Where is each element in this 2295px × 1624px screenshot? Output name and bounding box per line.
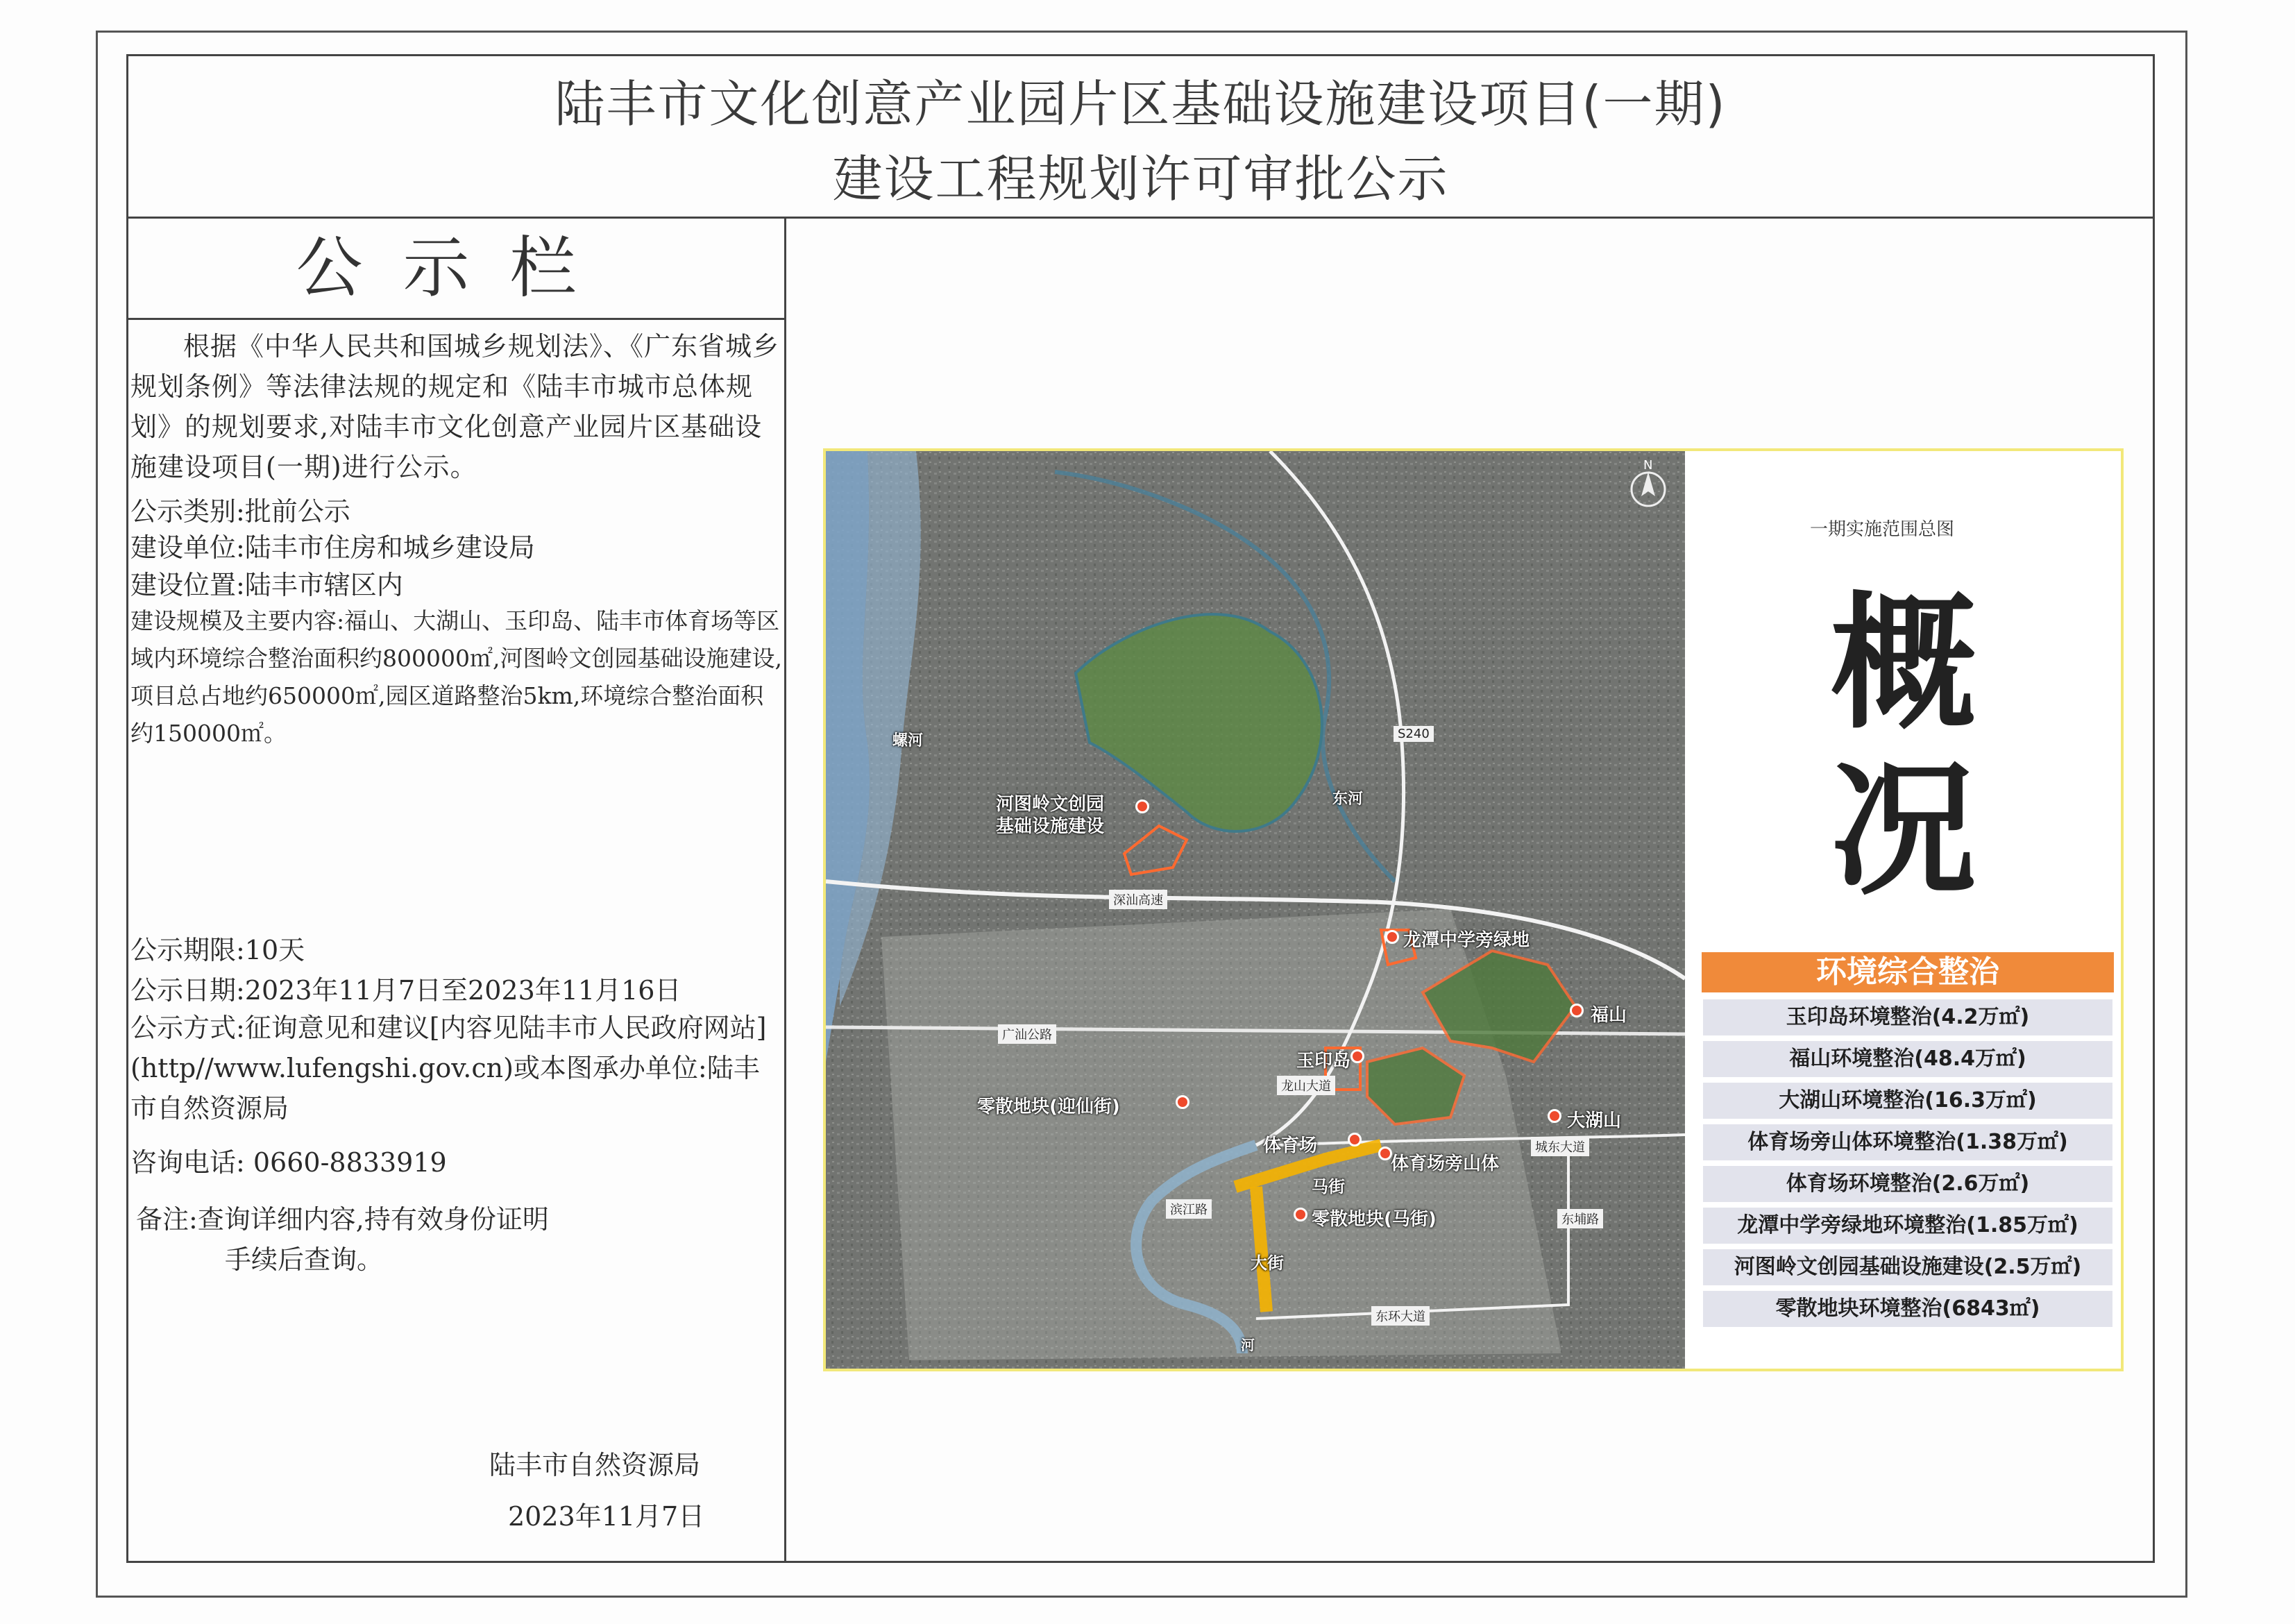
env-item: 河图岭文创园基础设施建设(2.5万㎡) [1703, 1249, 2112, 1285]
big-char-1: 概 [1831, 577, 1977, 749]
river-label-luohe: 螺河 [892, 732, 924, 750]
note-line-1: 备注:查询详细内容,持有效身份证明 [136, 1204, 549, 1235]
env-heading: 环境综合整治 [1702, 952, 2114, 992]
label-tiyuchang-shan: 体育场旁山体 [1391, 1153, 1500, 1174]
river-label-south: 河 [1241, 1337, 1255, 1353]
big-char-2: 况 [1831, 744, 1977, 915]
label-hetuling-1: 河图岭文创园 [996, 794, 1105, 815]
road-label-donghuan: 东环大道 [1371, 1306, 1430, 1326]
panel-title-divider [126, 318, 786, 320]
marker-dot [1350, 1049, 1364, 1063]
column-divider [784, 217, 786, 1563]
label-hetuling-2: 基础设施建设 [996, 816, 1105, 837]
marker-dot [1385, 930, 1399, 944]
marker-dot [1548, 1109, 1561, 1123]
label-tiyuchang: 体育场 [1263, 1135, 1318, 1156]
phone-line: 咨询电话: 0660-8833919 [130, 1147, 447, 1178]
env-item: 零散地块环境整治(6843㎡) [1703, 1291, 2112, 1327]
river-label-donghe: 东河 [1332, 790, 1364, 808]
label-dahushan: 大湖山 [1567, 1110, 1622, 1131]
label-lingsan-mj: 零散地块(马街) [1312, 1209, 1437, 1230]
env-item: 玉印岛环境整治(4.2万㎡) [1703, 999, 2112, 1035]
label-dajie: 大街 [1251, 1253, 1284, 1273]
label-fushan: 福山 [1591, 1005, 1627, 1026]
scope-paragraph: 建设规模及主要内容:福山、大湖山、玉印岛、陆丰市体育场等区域内环境综合整治面积约800000㎡,河图岭文创园基础设施建设,项目总占地约650000㎡,园区道路整治5km,环境综合整治面积约150000㎡。 [130, 607, 782, 747]
north-arrow-icon: N [1643, 458, 1653, 473]
road-label-s240: S240 [1394, 726, 1434, 742]
marker-dot [1135, 800, 1149, 813]
env-item: 福山环境整治(48.4万㎡) [1703, 1041, 2112, 1077]
env-item: 体育场旁山体环境整治(1.38万㎡) [1703, 1124, 2112, 1160]
intro-paragraph: 根据《中华人民共和国城乡规划法》、《广东省城乡规划条例》等法律法规的规定和《陆丰市城市总体规划》的规划要求,对陆丰市文化创意产业园片区基础设施建设项目(一期)进行公示。 [130, 331, 780, 482]
note-line-2: 手续后查询。 [225, 1244, 384, 1275]
panel-title: 公示栏 [296, 229, 617, 307]
marker-dot [1378, 1147, 1392, 1160]
header-divider [126, 217, 2155, 219]
env-item: 大湖山环境整治(16.3万㎡) [1703, 1083, 2112, 1119]
label-longtan: 龙潭中学旁绿地 [1403, 930, 1530, 951]
label-majie: 马街 [1312, 1177, 1345, 1196]
marker-dot [1570, 1004, 1584, 1017]
road-label-dongpu: 东埔路 [1557, 1209, 1603, 1228]
category-line: 公示类别:批前公示 [130, 496, 350, 527]
road-label-shenshan: 深汕高速 [1109, 890, 1167, 909]
dates-line: 公示日期:2023年11月7日至2023年11月16日 [130, 975, 681, 1006]
env-item: 龙潭中学旁绿地环境整治(1.85万㎡) [1703, 1208, 2112, 1244]
marker-dot [1294, 1208, 1307, 1221]
title-line-1: 陆丰市文化创意产业园片区基础设施建设项目(一期) [554, 75, 1727, 133]
signature-org: 陆丰市自然资源局 [489, 1450, 701, 1480]
legend-title: 一期实施范围总图 [1810, 519, 1955, 540]
road-label-longshan: 龙山大道 [1277, 1076, 1335, 1095]
builder-line: 建设单位:陆丰市住房和城乡建设局 [130, 532, 535, 563]
label-yuyin: 玉印岛 [1296, 1051, 1351, 1072]
road-label-guangshan: 广汕公路 [998, 1024, 1056, 1044]
env-item: 体育场环境整治(2.6万㎡) [1703, 1166, 2112, 1202]
label-lingsan-yx: 零散地块(迎仙街) [977, 1097, 1120, 1117]
marker-dot [1348, 1133, 1362, 1147]
road-label-binjiang: 滨江路 [1166, 1199, 1212, 1219]
location-line: 建设位置:陆丰市辖区内 [130, 570, 403, 600]
marker-dot [1176, 1095, 1189, 1109]
period-line: 公示期限:10天 [130, 935, 305, 965]
map-frame [823, 448, 2124, 1371]
title-line-2: 建设工程规划许可审批公示 [832, 150, 1449, 208]
road-label-chengdong: 城东大道 [1531, 1137, 1589, 1156]
method-paragraph: 公示方式:征询意见和建议[内容见陆丰市人民政府网站](http//www.lufengshi.gov.cn)或本图承办单位:陆丰市自然资源局 [130, 1013, 767, 1124]
signature-date: 2023年11月7日 [508, 1501, 705, 1532]
